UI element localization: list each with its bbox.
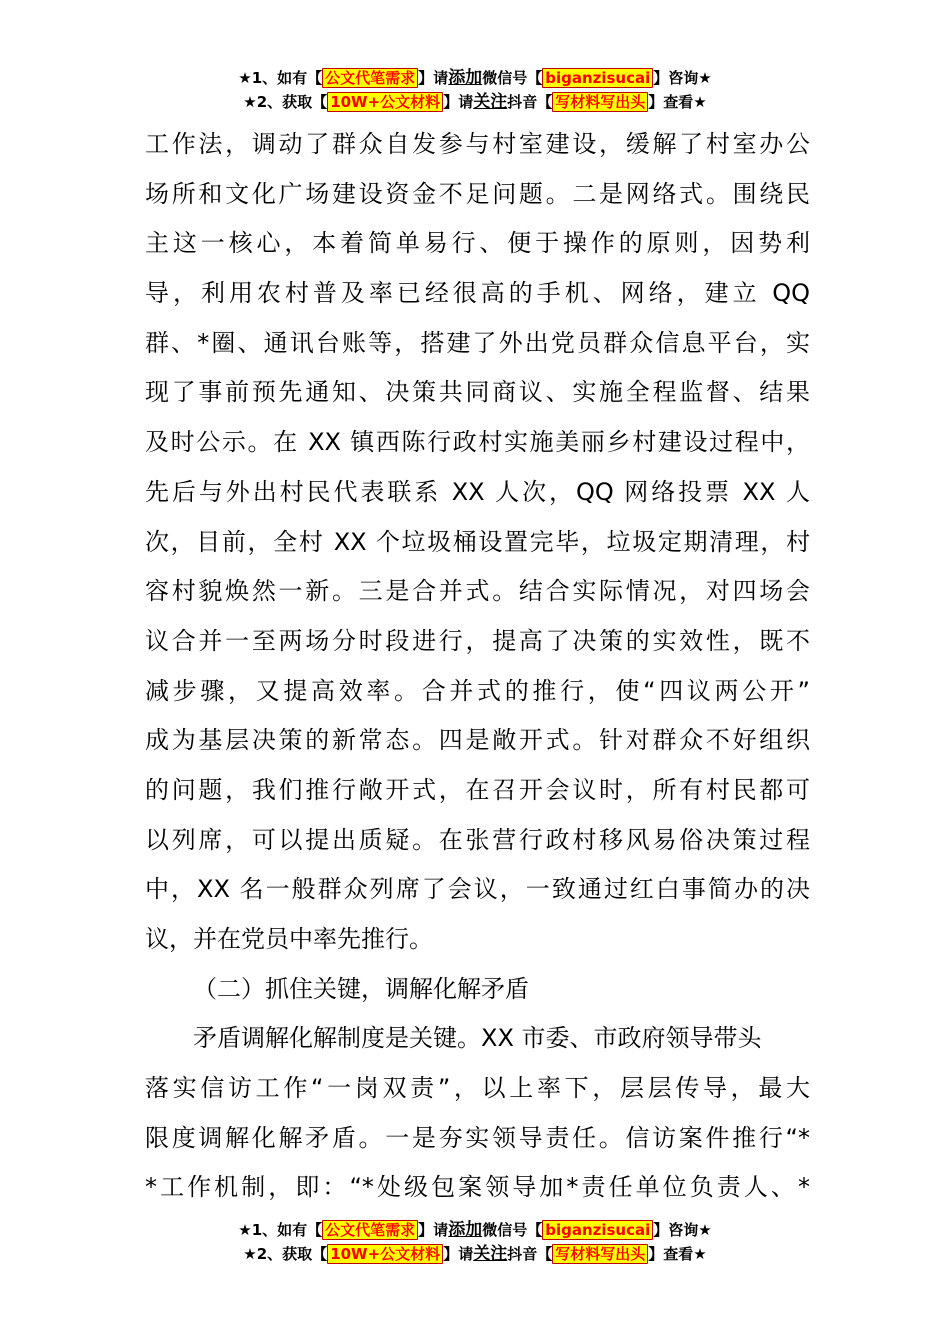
banner-text: 】请 <box>418 69 449 87</box>
paragraph-continuation <box>145 120 810 965</box>
banner-emphasis: 关注 <box>473 92 508 112</box>
text-line: 成为基层决策的新常态。四是敞开式。针对群众不好组织 <box>145 726 810 755</box>
text-line: 议，并在党员中率先推行。 <box>145 925 433 953</box>
text-line: 限度调解化解矛盾。一是夯实领导责任。信访案件推行“* <box>145 1123 810 1152</box>
banner-text: 】请 <box>418 1221 449 1239</box>
text-line: 减步骤，又提高效率。合并式的推行，使“四议两公开” <box>145 676 810 705</box>
section-heading <box>145 965 810 1015</box>
text-line: 的问题，我们推行敞开式，在召开会议时，所有村民都可 <box>145 775 810 804</box>
highlight-service: 公文代笔需求 <box>322 1220 418 1240</box>
banner-text: 微信号【 <box>482 1221 543 1239</box>
text-line: 矛盾调解化解制度是关键。XX 市委、市政府领导带头 <box>193 1024 762 1053</box>
banner-text: ★2、获取【 <box>243 1245 328 1263</box>
banner-line-1 <box>0 1218 950 1242</box>
text-line: 容村貌焕然一新。三是合并式。结合实际情况，对四场会 <box>145 577 810 606</box>
text-line: 先后与外出村民代表联系 XX 人次，QQ 网络投票 XX 人 <box>145 477 810 506</box>
banner-text: ★1、如有【 <box>238 1221 323 1239</box>
banner-line-2 <box>0 1242 950 1266</box>
header-banner <box>0 66 950 114</box>
banner-text: 】咨询★ <box>653 1221 712 1239</box>
text-line: 主这一核心，本着简单易行、便于操作的原则，因势利 <box>145 229 810 258</box>
text-line: 工作法，调动了群众自发参与村室建设，缓解了村室办公 <box>145 130 810 158</box>
text-line: 落实信访工作“一岗双责”，以上率下，层层传导，最大 <box>145 1074 810 1103</box>
highlight-materials: 10W+公文材料 <box>327 1244 443 1264</box>
text-line: 以列席，可以提出质疑。在张营行政村移风易俗决策过程 <box>145 825 810 854</box>
banner-text: 】请 <box>443 93 474 111</box>
text-line: 及时公示。在 XX 镇西陈行政村实施美丽乡村建设过程中， <box>145 428 810 457</box>
paragraph <box>145 1014 810 1213</box>
banner-emphasis: 添加 <box>448 68 483 88</box>
highlight-douyin-id: 写材料写出头 <box>552 92 648 112</box>
text-line: 现了事前预先通知、决策共同商议、实施全程监督、结果 <box>145 378 810 407</box>
banner-line-1 <box>0 66 950 90</box>
banner-line-2 <box>0 90 950 114</box>
banner-text: 】咨询★ <box>653 69 712 87</box>
banner-emphasis: 关注 <box>473 1244 508 1264</box>
highlight-wechat-id: biganzisucai <box>542 68 653 88</box>
banner-text: 抖音【 <box>507 93 553 111</box>
text-line: 导，利用农村普及率已经很高的手机、网络，建立 QQ <box>145 279 810 308</box>
text-line: 次，目前，全村 XX 个垃圾桶设置完毕，垃圾定期清理，村 <box>145 527 810 556</box>
heading-text: （二）抓住关键，调解化解矛盾 <box>193 974 529 1003</box>
banner-text: 】查看★ <box>648 1245 707 1263</box>
text-line: 议合并一至两场分时段进行，提高了决策的实效性，既不 <box>145 626 810 655</box>
highlight-wechat-id: biganzisucai <box>542 1220 653 1240</box>
text-line: *工作机制，即：“*处级包案领导加*责任单位负责人、* <box>145 1173 810 1202</box>
banner-text: ★2、获取【 <box>243 93 328 111</box>
banner-text: 微信号【 <box>482 69 543 87</box>
banner-text: 抖音【 <box>507 1245 553 1263</box>
highlight-materials: 10W+公文材料 <box>327 92 443 112</box>
highlight-service: 公文代笔需求 <box>322 68 418 88</box>
document-body <box>145 120 810 1213</box>
banner-text: ★1、如有【 <box>238 69 323 87</box>
text-line: 群、*圈、通讯台账等，搭建了外出党员群众信息平台，实 <box>145 328 810 357</box>
banner-emphasis: 添加 <box>448 1220 483 1240</box>
footer-banner <box>0 1218 950 1266</box>
banner-text: 】查看★ <box>648 93 707 111</box>
highlight-douyin-id: 写材料写出头 <box>552 1244 648 1264</box>
text-line: 中，XX 名一般群众列席了会议，一致通过红白事简办的决 <box>145 875 810 904</box>
text-line: 场所和文化广场建设资金不足问题。二是网络式。围绕民 <box>145 179 810 208</box>
banner-text: 】请 <box>443 1245 474 1263</box>
